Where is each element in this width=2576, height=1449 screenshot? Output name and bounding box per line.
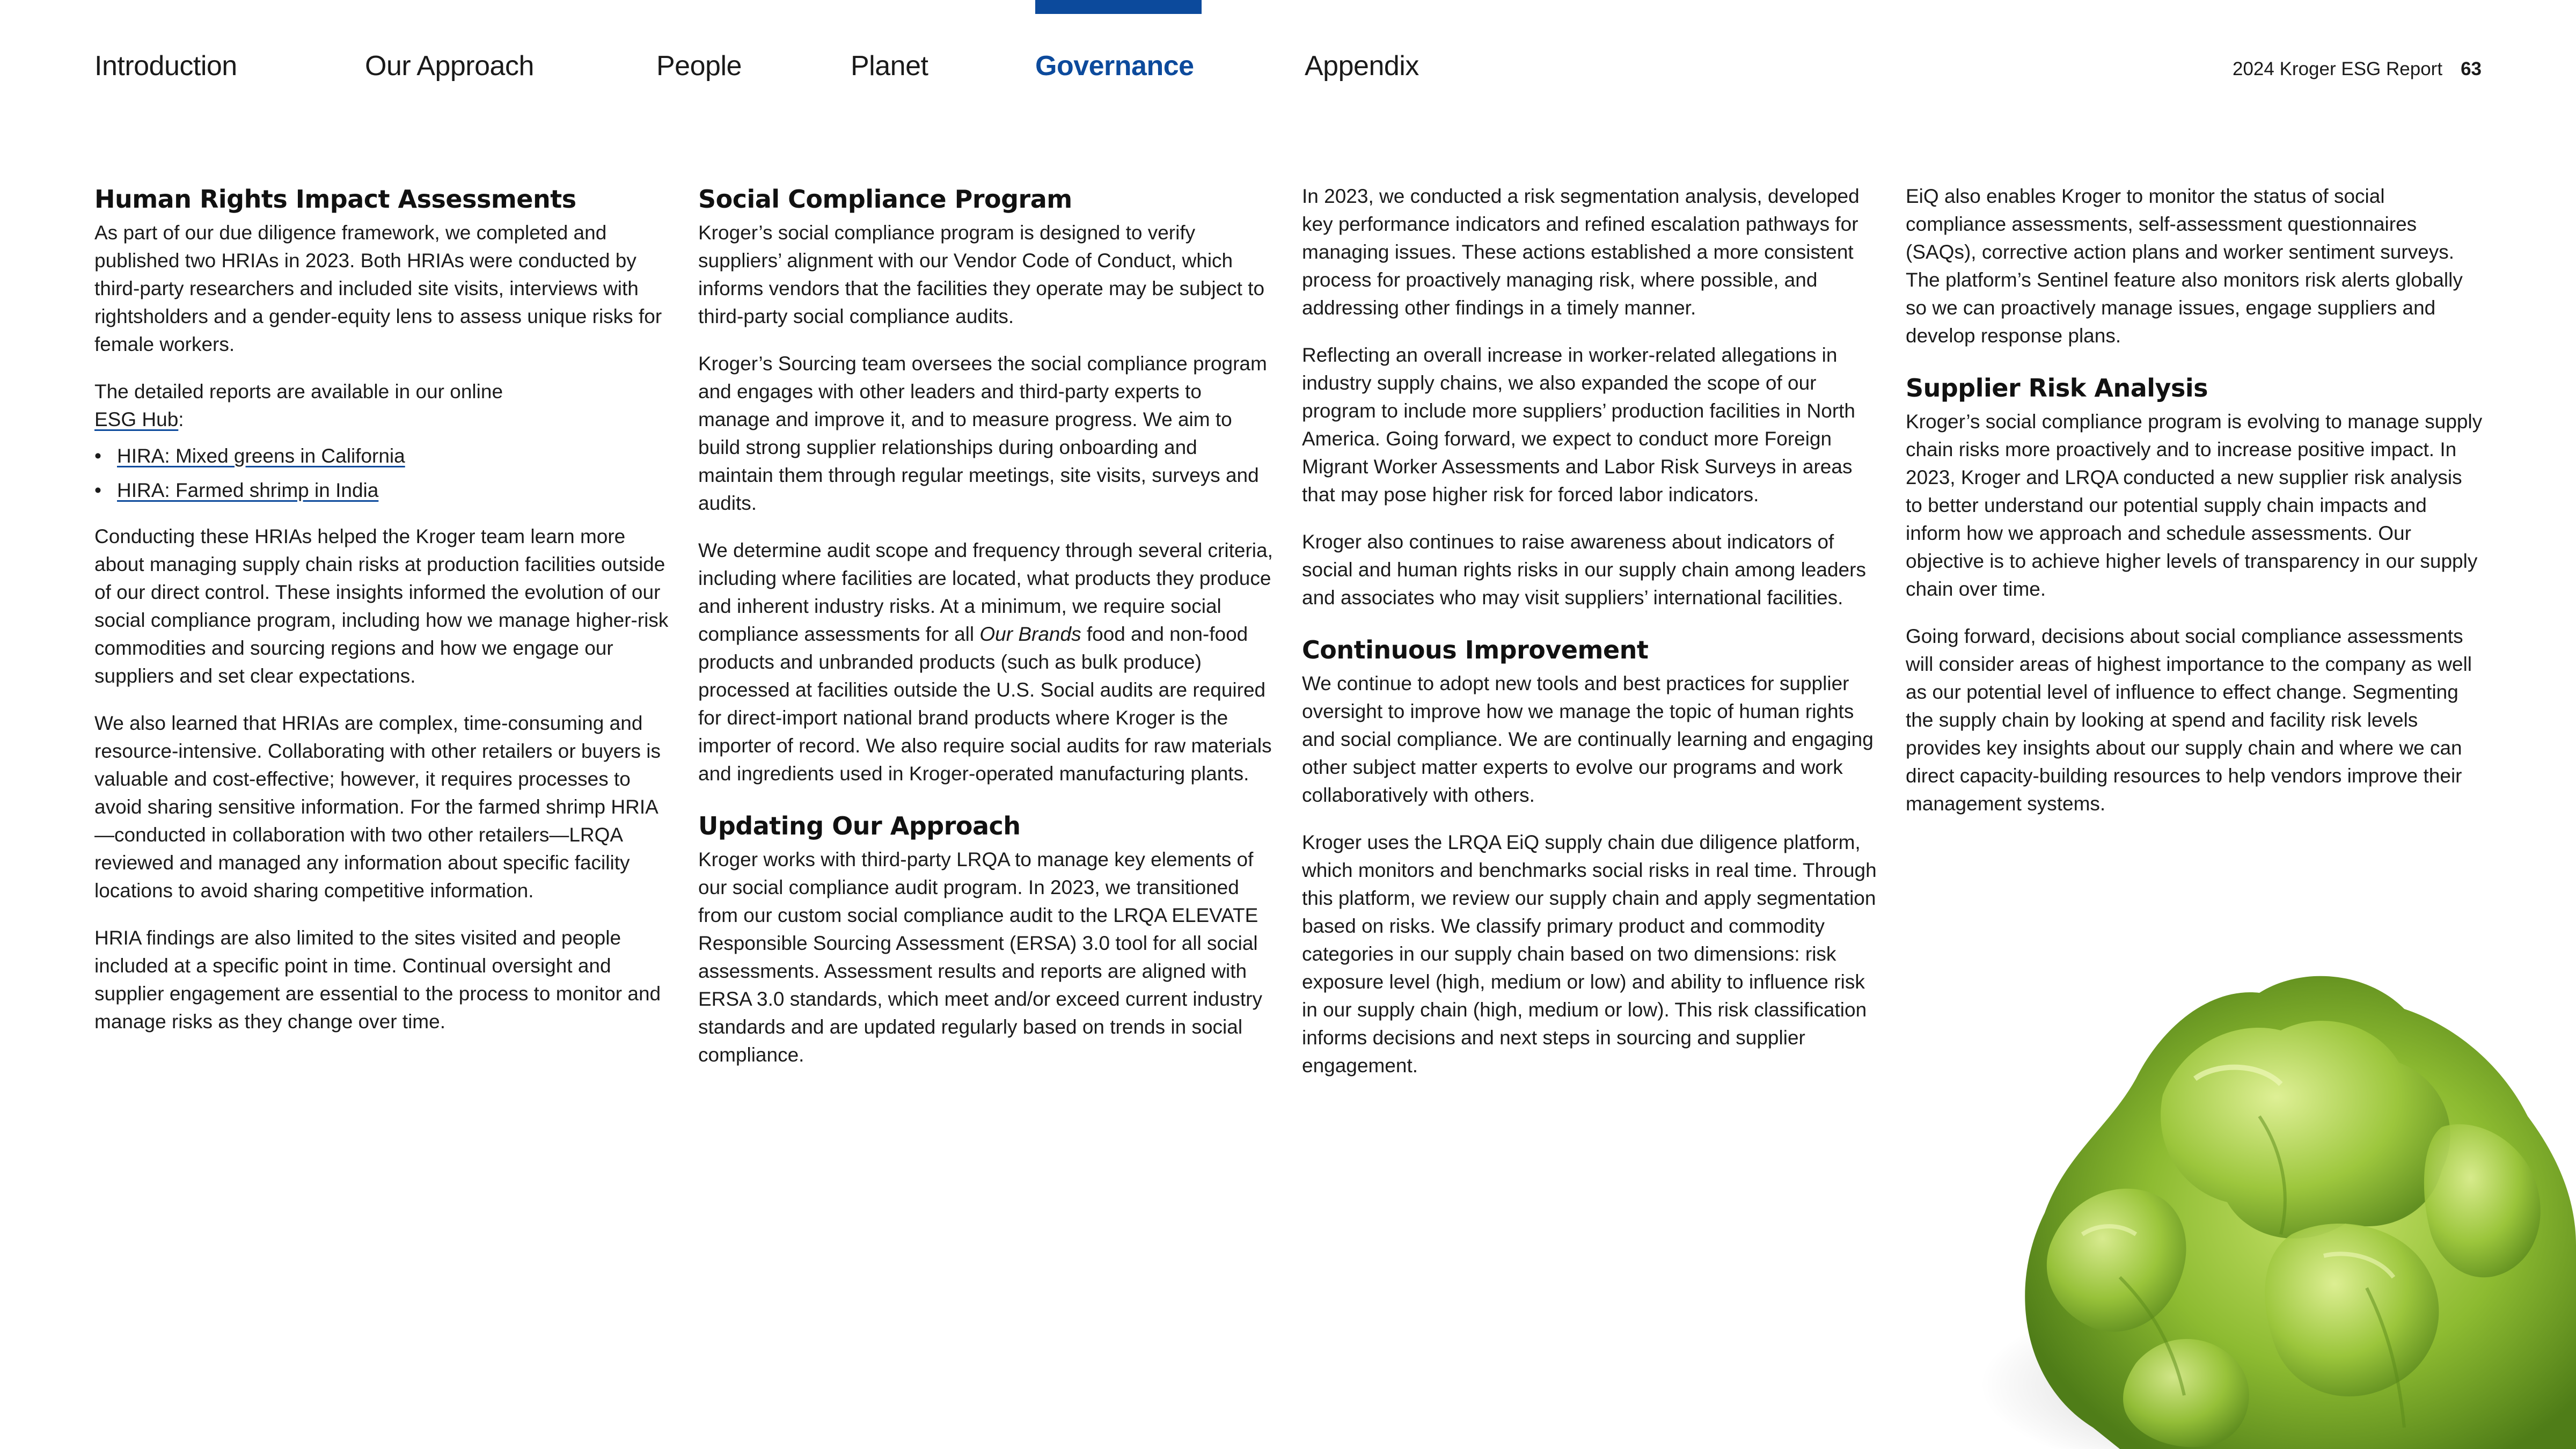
column-social-compliance: [698, 182, 1275, 1088]
paragraph: Conducting these HRIAs helped the Kroger team learn more about managing supply chain risks at production facilities outside of our direct control. These insights informed the evolution of our social compliance program, including how we manage higher-risk commodities and sourcing regions and how we engage our suppliers and set clear expectations.: [94, 525, 669, 687]
paragraph-esg-hub: [94, 378, 671, 434]
nav-planet[interactable]: Planet: [851, 50, 928, 82]
paragraph: Going forward, decisions about social compliance assessments will consider areas of highest importance to the company as well as our potential level of influence to effect change. Segmenting the supply chain by looking at spend and facility risk levels provides key insights about our supply chain and where we can direct capacity-building resources to help vendors improve their management systems.: [1906, 625, 2472, 815]
esg-hub-link[interactable]: ESG Hub: [94, 408, 179, 430]
hria-report-list: [94, 442, 671, 504]
nav-people[interactable]: People: [656, 50, 742, 82]
section-heading: Updating Our Approach: [698, 811, 1021, 840]
paragraph-audit-scope: [698, 537, 1275, 788]
paragraph: Kroger’s social compliance program is evolving to manage supply chain risks more proactively and to increase positive impact. In 2023, Kroger and LRQA conducted a new supplier risk analysis to better understand our potential supply chain impacts and inform how we approach and schedule assessments. Our objective is to achieve higher levels of transparency in our supply chain over time.: [1906, 411, 2483, 600]
paragraph: EiQ also enables Kroger to monitor the status of social compliance assessments, self-assessment questionnaires (SAQs), corrective action plans and worker sentiment surveys. The platform’s Sentinel feature also monitors risk alerts globally so we can proactively manage issues, engage suppliers and develop response plans.: [1906, 185, 2463, 347]
hria-farmed-shrimp-link[interactable]: HIRA: Farmed shrimp in India: [117, 479, 379, 501]
nav-governance[interactable]: Governance: [1035, 50, 1194, 82]
paragraph: HRIA findings are also limited to the sites visited and people included at a specific point in time. Continual oversight and supplier engagement are essential to the process to monitor and manage risks as they change over time.: [94, 927, 661, 1033]
lettuce-leaves: [2025, 976, 2576, 1449]
paragraph: As part of our due diligence framework, we completed and published two HRIAs in 2023. Both HRIAs were conducted by third-party researchers and included site visits, interviews with rightsholders and a gender-equity lens to assess unique risks for female workers.: [94, 222, 662, 355]
page-number: 63: [2461, 58, 2482, 79]
paragraph: We continue to adopt new tools and best practices for supplier oversight to improve how we manage the topic of human rights and social compliance. We are continually learning and engaging other subject matter experts to evolve our programs and work collaboratively with others.: [1302, 672, 1874, 806]
paragraph-text: :: [178, 408, 184, 430]
active-tab-indicator: [1035, 0, 1202, 14]
our-brands-emphasis: Our Brands: [979, 623, 1081, 645]
nav-appendix[interactable]: Appendix: [1305, 50, 1419, 82]
nav-introduction[interactable]: Introduction: [94, 50, 237, 82]
paragraph-text: food and non-food products and unbranded products (such as bulk produce) processed at facilities outside the U.S. Social audits are required for direct-import national brand products where Kroger is the importer of record. We also require social audits for raw materials and ingredients used in Kroger-operated manufacturing plants.: [698, 623, 1272, 785]
lettuce-image: [1959, 902, 2576, 1449]
list-item: [94, 442, 671, 470]
paragraph-text: The detailed reports are available in our online: [94, 380, 503, 402]
section-heading: Social Compliance Program: [698, 185, 1072, 214]
paragraph: Kroger also continues to raise awareness about indicators of social and human rights risks in our supply chain among leaders and associates who may visit suppliers’ international facilities.: [1302, 531, 1866, 609]
report-header: [2233, 56, 2482, 83]
paragraph: Kroger’s social compliance program is designed to verify suppliers’ alignment with our Vendor Code of Conduct, which informs vendors that the facilities they operate may be subject to third-party social compliance audits.: [698, 222, 1265, 327]
nav-our-approach[interactable]: Our Approach: [365, 50, 534, 82]
section-heading: Continuous Improvement: [1302, 635, 1649, 664]
paragraph-text: We determine audit scope and frequency through several criteria, including where facilities are located, what products they produce and inherent industry risks. At a minimum, we require social compliance assessments for all: [698, 539, 1273, 645]
paragraph: Reflecting an overall increase in worker-related allegations in industry supply chains, we also expanded the scope of our program to include more suppliers’ production facilities in North America. Going forward, we expect to conduct more Foreign Migrant Worker Assessments and Labor Risk Surveys in areas that may pose higher risk for forced labor indicators.: [1302, 344, 1855, 506]
paragraph: In 2023, we conducted a risk segmentation analysis, developed key performance indicators and refined escalation pathways for managing issues. These actions established a more consistent process for proactively managing risk, where possible, and addressing other findings in a timely manner.: [1302, 185, 1860, 319]
section-heading: Human Rights Impact Assessments: [94, 185, 576, 214]
report-title: 2024 Kroger ESG Report: [2233, 58, 2443, 79]
column-continuous-improvement: [1302, 182, 1879, 1099]
paragraph: We also learned that HRIAs are complex, time-consuming and resource-intensive. Collaborating with other retailers or buyers is valuable and cost-effective; however, it requires processes to avoid sharing sensitive information. For the farmed shrimp HRIA—conducted in collaboration with two other retailers—LRQA reviewed and managed any information about specific facility locations to avoid sharing competitive information.: [94, 712, 661, 902]
paragraph: Kroger uses the LRQA EiQ supply chain due diligence platform, which monitors and benchmarks social risks in real time. Through this platform, we review our supply chain and apply segmentation based on risks. We classify primary product and commodity categories in our supply chain based on two dimensions: risk exposure level (high, medium or low) and ability to influence risk in our supply chain (high, medium or low). This risk classification informs decisions and next steps in sourcing and supplier engagement.: [1302, 831, 1877, 1077]
section-heading: Supplier Risk Analysis: [1906, 374, 2208, 402]
paragraph: Kroger’s Sourcing team oversees the social compliance program and engages with other leaders and third-party experts to manage and improve it, and to measure progress. We aim to build strong supplier relationships during onboarding and maintain them through regular meetings, site visits, surveys and audits.: [698, 353, 1267, 514]
hria-mixed-greens-link[interactable]: HIRA: Mixed greens in California: [117, 445, 405, 467]
column-human-rights: [94, 182, 671, 1055]
paragraph: Kroger works with third-party LRQA to manage key elements of our social compliance audit program. In 2023, we transitioned from our custom social compliance audit to the LRQA ELEVATE Responsible Sourcing Assessment (ERSA) 3.0 tool for all social assessments. Assessment results and reports are aligned with ERSA 3.0 standards, which meet and/or exceed current industry standards and are updated regularly based on trends in social compliance.: [698, 848, 1262, 1066]
column-supplier-risk: [1906, 182, 2483, 837]
list-item: [94, 477, 671, 504]
